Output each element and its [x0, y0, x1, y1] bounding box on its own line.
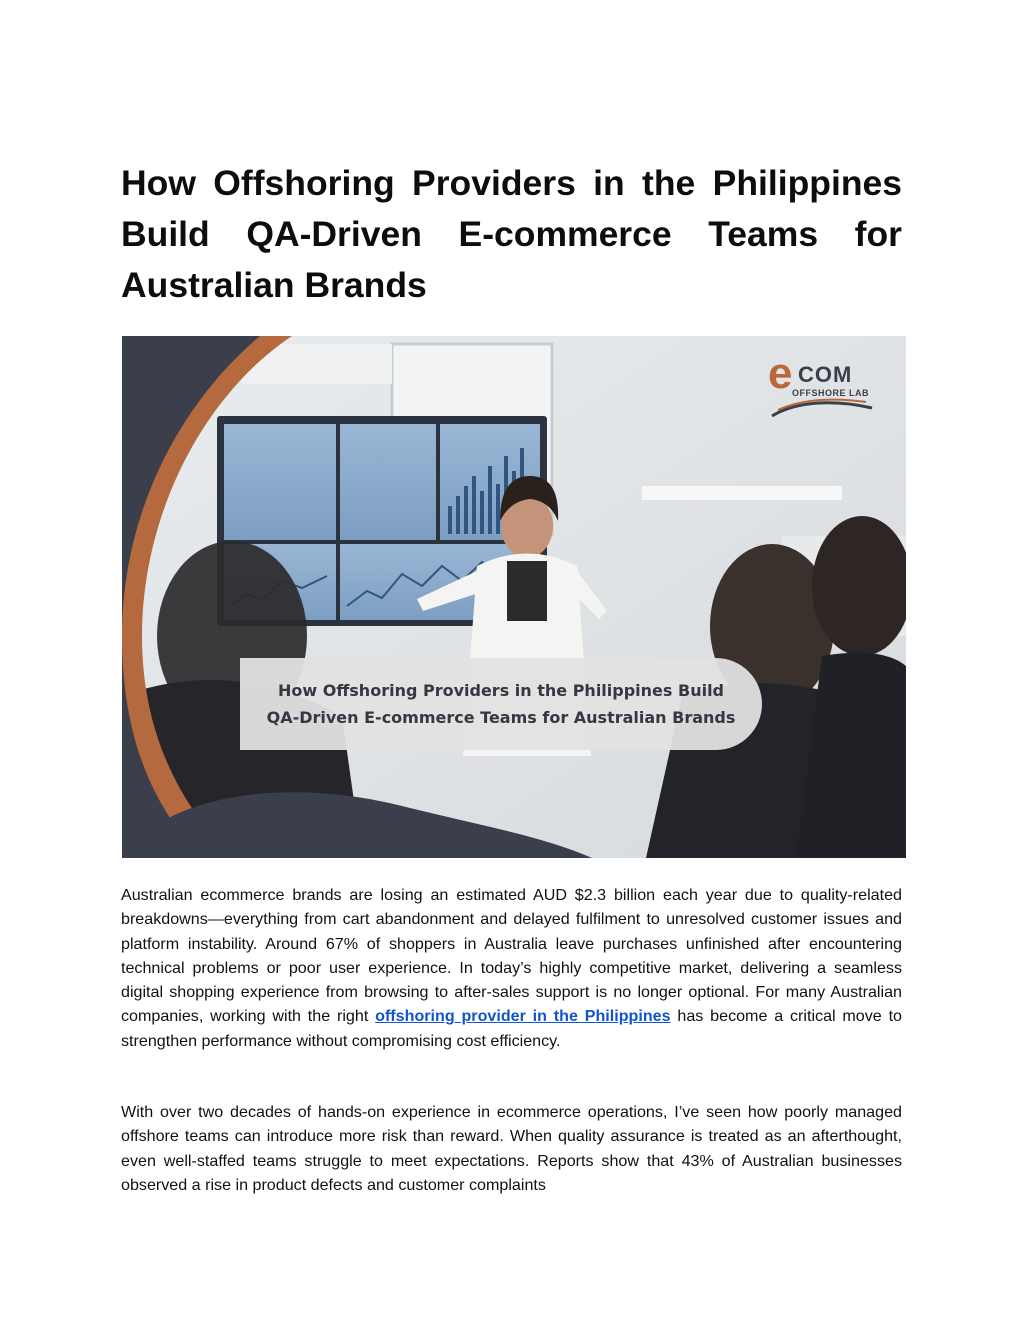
offshoring-provider-link[interactable]: offshoring provider in the Philippines: [375, 1007, 671, 1026]
paragraph-2: With over two decades of hands-on experience in ecommerce operations, I’ve seen how poorly managed offshore teams can introduce more risk than reward. When quality assurance is treated as an afterthought, even well-staffed teams struggle to meet expectations. Reports show that 43% of Australian businesses observed a rise in product defects and customer complaints: [121, 1103, 902, 1194]
paragraph-1-text-start: Australian ecommerce brands are losing an estimated AUD $2.3 billion each year due to quality-related breakdowns—everything from cart abandonment and delayed fulfilment to unresolved customer issues and platform instability. Around 67% of shoppers in Australia leave purchases unfinished after encountering technical problems or poor user experience. In today’s highly competitive market, delivering a seamless digital shopping experience from browsing to after-sales support is no longer optional. For many Australian companies, working with the right: [121, 886, 902, 1026]
hero-image: [122, 336, 906, 858]
hero-caption: How Offshoring Providers in the Philippines Build QA-Driven E-commerce Teams for Australian Brands: [240, 658, 762, 750]
paragraph-1: [121, 883, 902, 1053]
document-title: How Offshoring Providers in the Philippines Build QA-Driven E-commerce Teams for Australian Brands: [121, 163, 902, 305]
logo-swoosh-icon: [768, 349, 880, 422]
logo-name: COM: [798, 362, 853, 387]
paragraph-1-text-end: has become a critical move to strengthen performance without compromising cost efficiency.: [121, 1007, 902, 1050]
logo-tagline: OFFSHORE LAB: [792, 388, 869, 398]
logo-mark: e: [768, 349, 793, 398]
brand-logo: [768, 349, 880, 422]
